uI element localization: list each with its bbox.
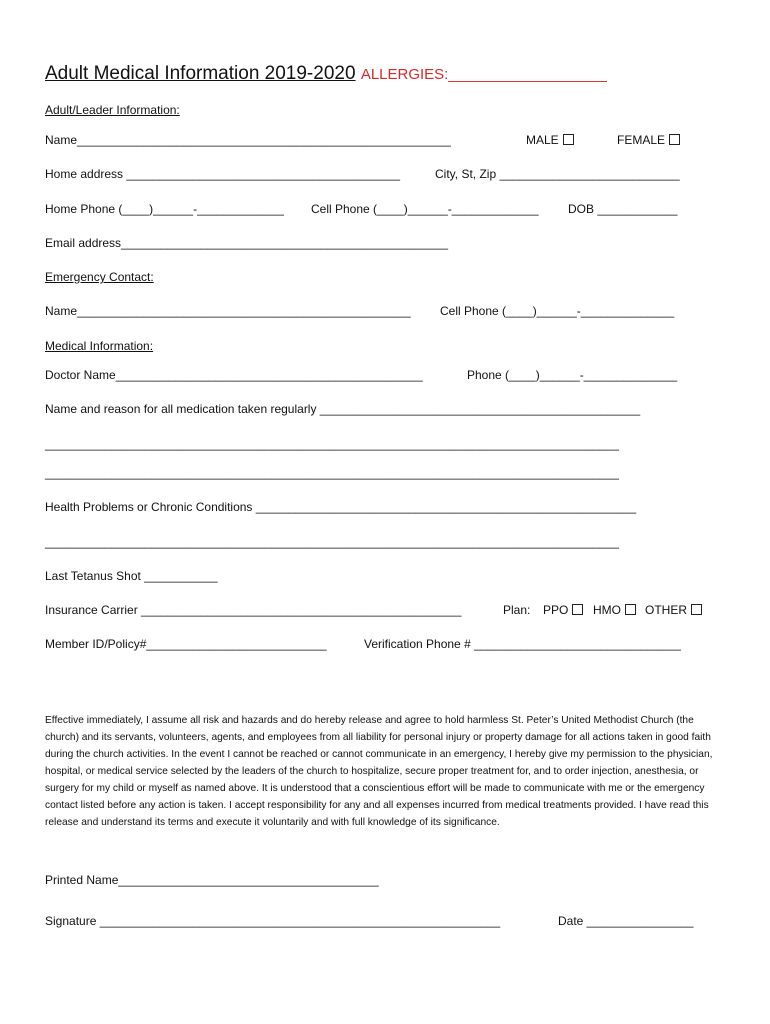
female-checkbox[interactable] [669, 134, 680, 145]
hmo-option[interactable] [593, 603, 636, 617]
other-checkbox[interactable] [691, 604, 702, 615]
insurance-carrier-field[interactable]: Insurance Carrier ________________________________________________ [45, 603, 462, 617]
male-option[interactable] [526, 133, 574, 147]
printed-name-field[interactable]: Printed Name_______________________________________ [45, 873, 379, 887]
adult-name-field[interactable]: Name________________________________________________________ [45, 133, 451, 147]
hmo-label: HMO [593, 603, 621, 617]
hmo-checkbox[interactable] [625, 604, 636, 615]
health-problems-field[interactable]: Health Problems or Chronic Conditions _________________________________________________________ [45, 500, 637, 514]
release-statement: Effective immediately, I assume all risk and hazards and do hereby release and agree to hold harmless St. Peter’s United Methodist Church (the church) and its servants, volunteers, agents, and employees from all liability for personal injury or property damage for all actions taken in good faith during the church activities. In the event I cannot be reached or cannot communicate in an emergency, I hereby give my permission to the physician, hospital, or medical service selected by the leaders of the church to hospitalize, secure proper treatment for, and to order injection, anesthesia, or surgery for my child or myself as named above. It is understood that a conscientious effort will be made to communicate with me or the emergency contact listed before any action is taken. I accept responsibility for any and all expenses incurred from medical treatments provided. I have read this release and understand its terms and execute it voluntarily and with full knowledge of its significance. [45, 715, 713, 828]
allergies-field[interactable]: ALLERGIES:___________________ [360, 66, 607, 83]
medication-field[interactable]: Name and reason for all medication taken regularly ________________________________________________ [45, 402, 641, 416]
medication-blank-line-1[interactable]: ______________________________________________________________________________________ [45, 437, 619, 451]
city-state-zip-field[interactable]: City, St, Zip ___________________________ [435, 167, 680, 181]
adult-section-heading: Adult/Leader Information: [45, 103, 180, 117]
form-title-line [45, 62, 607, 87]
female-option[interactable] [617, 133, 680, 147]
emergency-section-heading: Emergency Contact: [45, 270, 154, 284]
emergency-name-field[interactable]: Name__________________________________________________ [45, 304, 411, 318]
cell-phone-field[interactable]: Cell Phone (____)______-_____________ [311, 202, 539, 216]
ppo-checkbox[interactable] [572, 604, 583, 615]
other-label: OTHER [645, 603, 687, 617]
ppo-option[interactable] [543, 603, 583, 617]
dob-field[interactable]: DOB ____________ [568, 202, 678, 216]
health-problems-blank-line[interactable]: ______________________________________________________________________________________ [45, 535, 619, 549]
page-title: Adult Medical Information 2019-2020 [45, 63, 356, 84]
home-phone-field[interactable]: Home Phone (____)______-_____________ [45, 202, 284, 216]
home-address-field[interactable]: Home address _________________________________________ [45, 167, 400, 181]
doctor-phone-field[interactable]: Phone (____)______-______________ [467, 368, 678, 382]
female-label: FEMALE [617, 133, 666, 147]
email-field[interactable]: Email address_________________________________________________ [45, 236, 449, 250]
male-label: MALE [526, 133, 559, 147]
date-field[interactable]: Date ________________ [558, 914, 694, 928]
medical-section-heading: Medical Information: [45, 339, 154, 353]
signature-field[interactable]: Signature ____________________________________________________________ [45, 914, 501, 928]
doctor-name-field[interactable]: Doctor Name______________________________________________ [45, 368, 423, 382]
emergency-cell-field[interactable]: Cell Phone (____)______-______________ [440, 304, 675, 318]
other-option[interactable] [645, 603, 702, 617]
tetanus-field[interactable]: Last Tetanus Shot ___________ [45, 569, 218, 583]
verification-phone-field[interactable]: Verification Phone # _______________________________ [364, 637, 681, 651]
member-id-field[interactable]: Member ID/Policy#___________________________ [45, 637, 327, 651]
male-checkbox[interactable] [563, 134, 574, 145]
plan-label: Plan: [503, 603, 531, 617]
medication-blank-line-2[interactable]: ______________________________________________________________________________________ [45, 466, 619, 480]
ppo-label: PPO [543, 603, 569, 617]
